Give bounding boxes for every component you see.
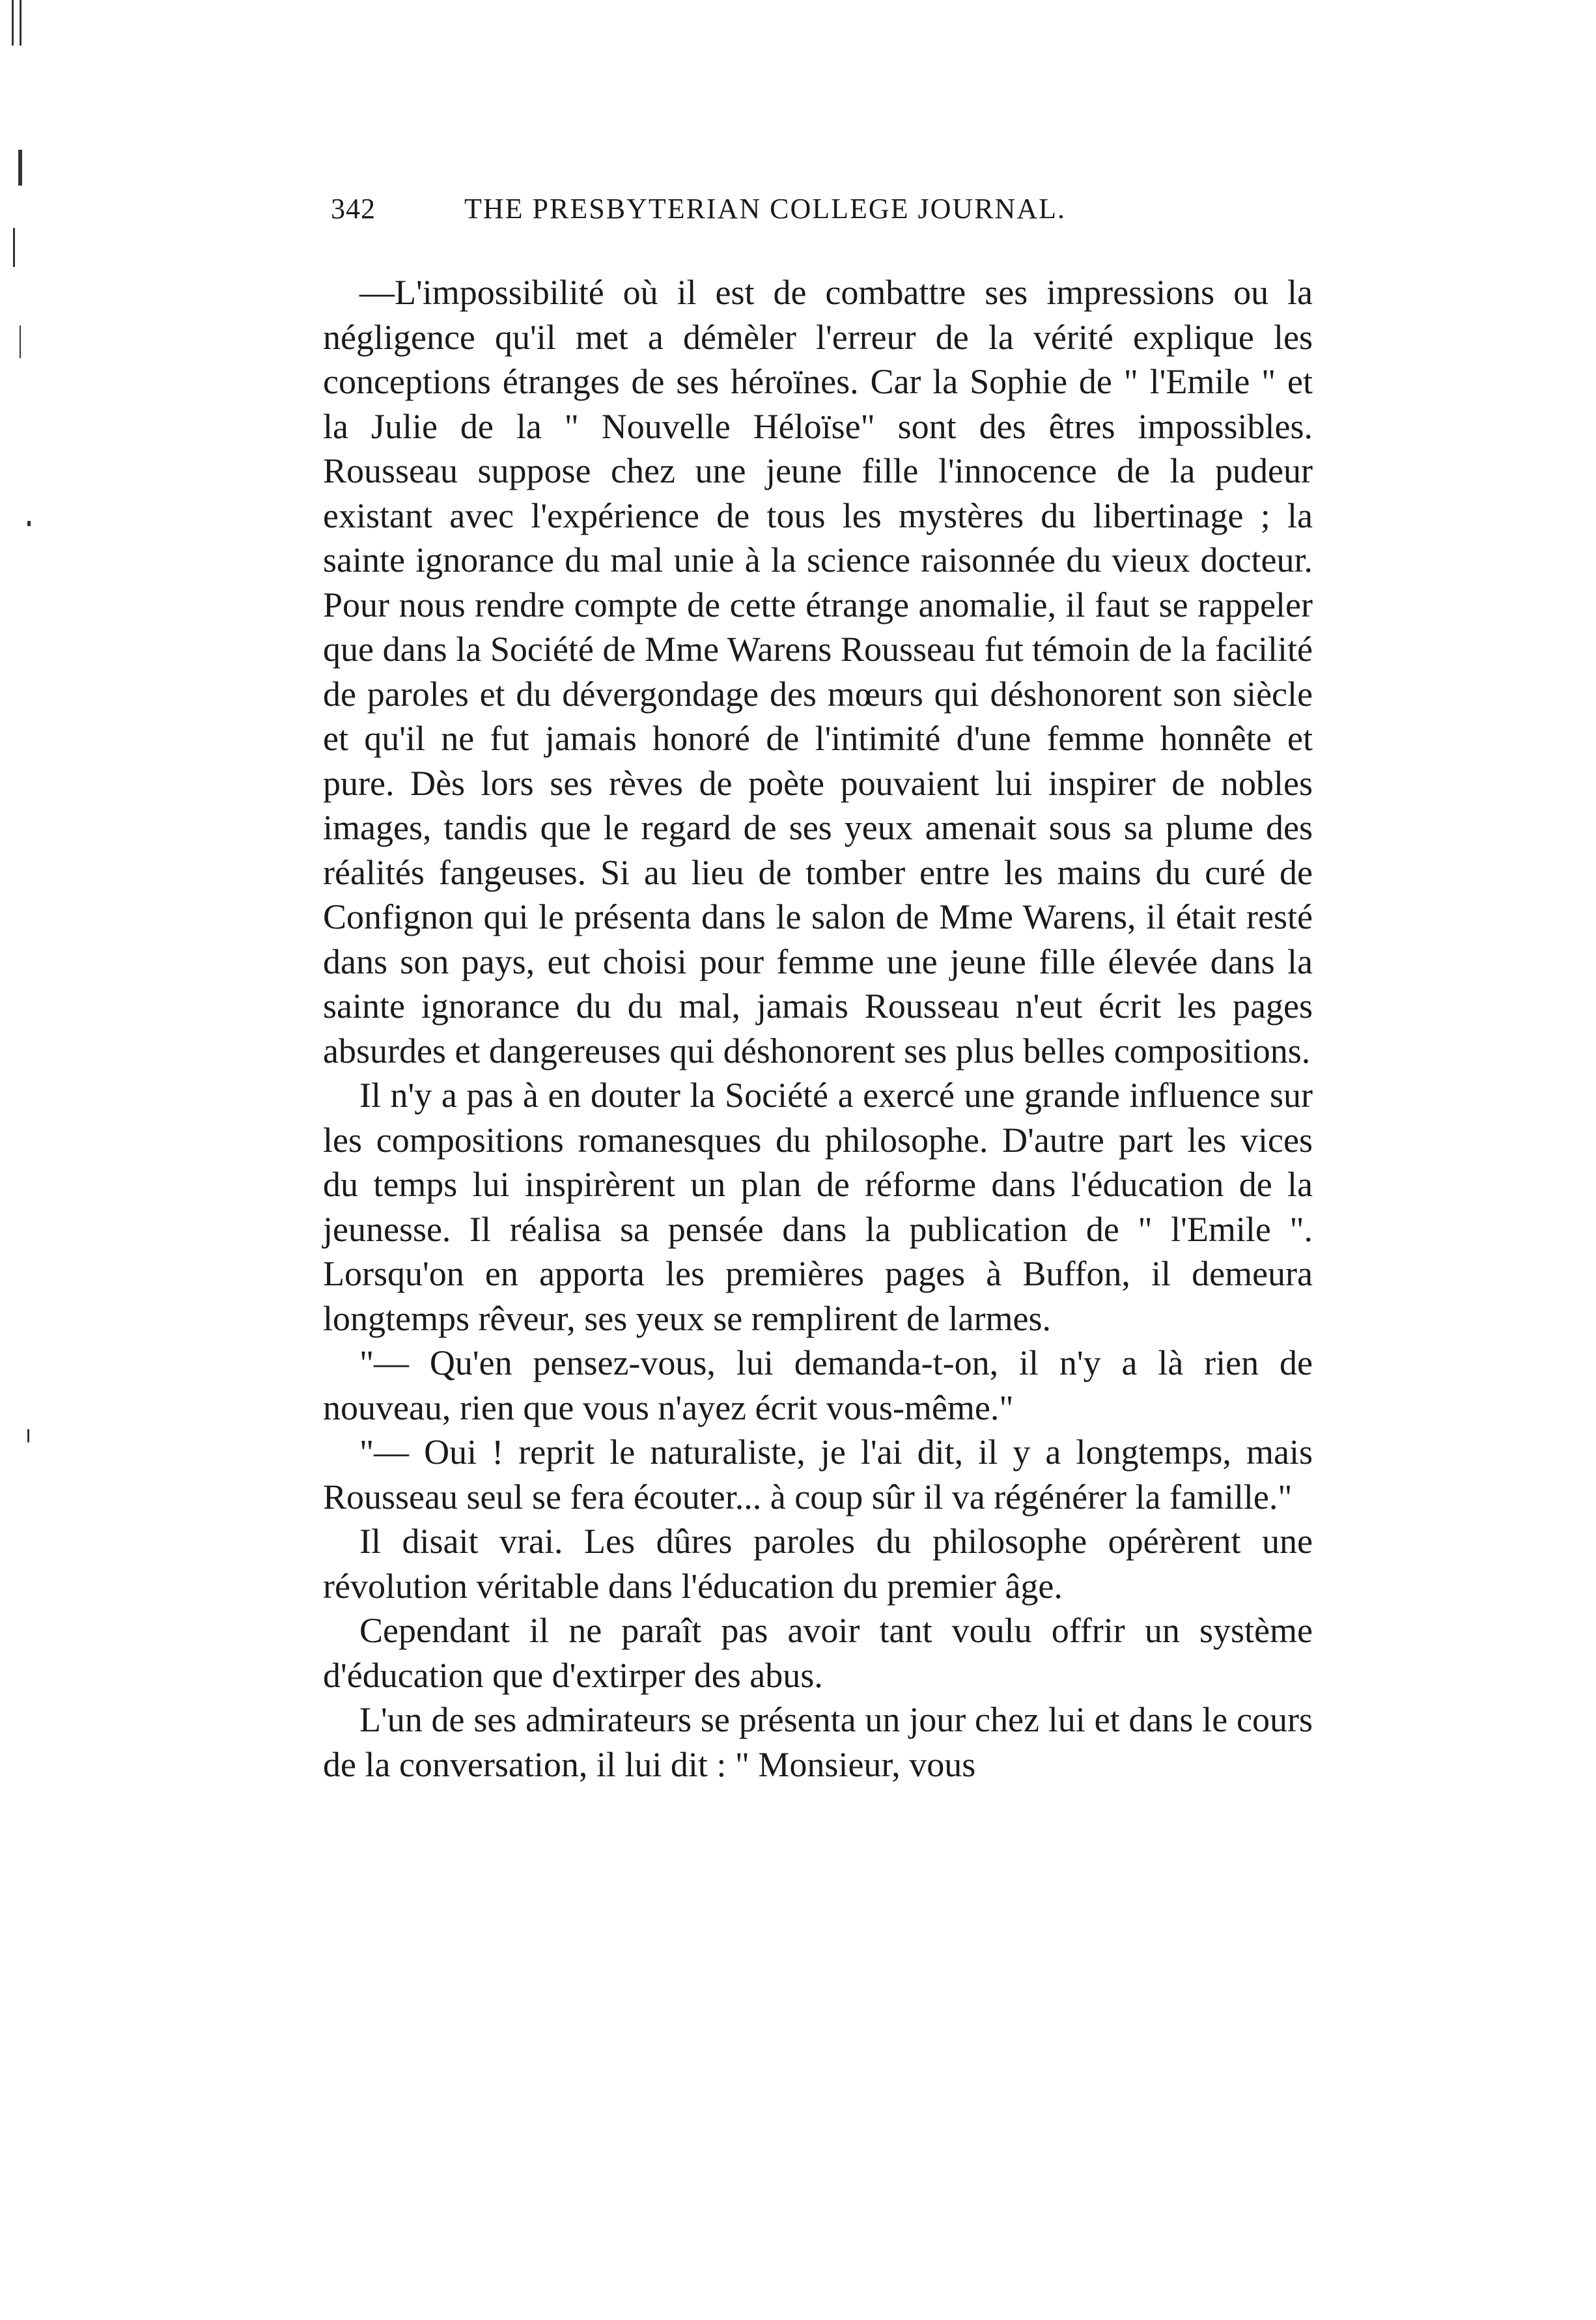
scan-margin-mark <box>13 228 15 267</box>
scan-margin-mark <box>20 326 21 358</box>
paragraph: Cependant il ne paraît pas avoir tant voulu offrir un système d'éducation que d'extirper des abus. <box>323 1611 1313 1695</box>
paragraph: "— Oui ! reprit le naturaliste, je l'ai dit, il y a longtemps, mais Rousseau seul se fera écouter... à coup sûr il va régénérer la famille." <box>323 1433 1313 1516</box>
paragraph: L'un de ses admirateurs se présenta un jour chez lui et dans le cours de la conversation, il lui dit : " Monsieur, vous <box>323 1700 1313 1784</box>
paragraph: "— Qu'en pensez-vous, lui demanda-t-on, il n'y a là rien de nouveau, rien que vous n'ayez écrit vous-même." <box>323 1343 1313 1427</box>
scan-margin-mark <box>27 1429 29 1442</box>
paragraph: Il n'y a pas à en douter la Société a exercé une grande influence sur les compositions romanesques du philosophe. D'autre part les vices du temps lui inspirèrent un plan de réforme dans l'éducation de la jeunesse. Il réalisa sa pensée dans la publication de " l'Emile ". Lorsqu'on en apporta les premières pages à Buffon, il demeura longtemps rêveur, ses yeux se remplirent de larmes. <box>323 1076 1313 1338</box>
paragraph: Il disait vrai. Les dûres paroles du philosophe opérèrent une révolution véritable dans l'éducation du premier âge. <box>323 1522 1313 1606</box>
scan-margin-mark <box>18 150 22 186</box>
journal-title: THE PRESBYTERIAN COLLEGE JOURNAL. <box>464 193 1066 225</box>
scan-margin-mark <box>27 521 31 526</box>
scan-margin-mark <box>20 0 21 46</box>
paragraph: —L'impossibilité où il est de combattre ses impressions ou la négligence qu'il met a démèler l'erreur de la vérité explique les conceptions étranges de ses héroïnes. Car la Sophie de " l'Emile " et la Julie de la " Nouvelle Héloïse" sont des êtres impossibles. Rousseau suppose chez une jeune fille l'innocence de la pudeur existant avec l'expérience de tous les mystères du libertinage ; la sainte ignorance du mal unie à la science raisonnée du vieux docteur. Pour nous rendre compte de cette étrange anomalie, il faut se rappeler que dans la Société de Mme Warens Rousseau fut témoin de la facilité de paroles et du dévergondage des mœurs qui déshonorent son siècle et qu'il ne fut jamais honoré de l'intimité d'une femme honnête et pure. Dès lors ses rèves de poète pouvaient lui inspirer de nobles images, tandis que le regard de ses yeux amenait sous sa plume des réalités fangeuses. Si au lieu de tomber entre les mains du curé de Confignon qui le présenta dans le salon de Mme Warens, il était resté dans son pays, eut choisi pour femme une jeune fille élevée dans la sainte ignorance du du mal, jamais Rousseau n'eut écrit les pages absurdes et dangereuses qui déshonorent ses plus belles compositions. <box>323 273 1313 1070</box>
running-head <box>331 192 1164 238</box>
scan-margin-mark <box>12 0 14 46</box>
article-body <box>323 270 1313 1787</box>
page-number: 342 <box>331 193 376 225</box>
